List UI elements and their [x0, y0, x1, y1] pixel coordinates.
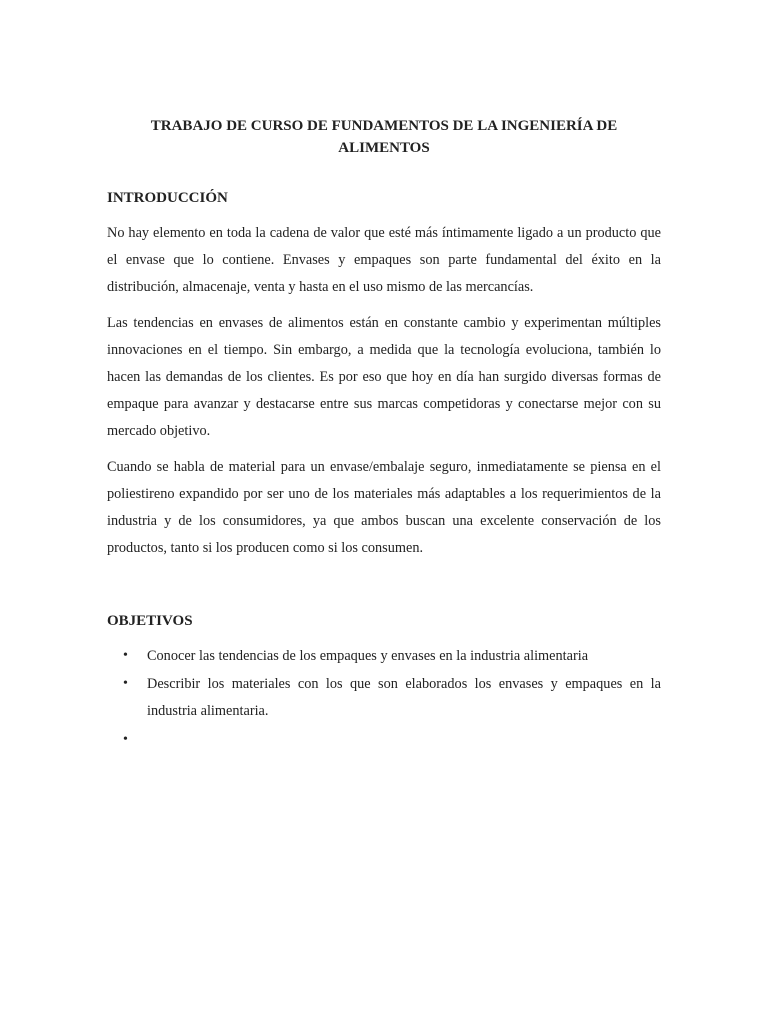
introduction-heading: INTRODUCCIÓN: [107, 190, 228, 206]
bullet-icon: •: [123, 647, 128, 663]
introduction-paragraph-1: No hay elemento en toda la cadena de valor que esté más íntimamente ligado a un producto que el envase que lo contiene. Envases y empaques son parte fundamental del éxito en la distribución, almacenaje, venta y hasta en el uso mismo de las mercancías.: [107, 225, 661, 295]
objectives-heading: OBJETIVOS: [107, 612, 193, 629]
objectives-list: [107, 643, 661, 754]
objective-item-3: [107, 727, 661, 754]
objective-text: Conocer las tendencias de los empaques y envases en la industria alimentaria: [147, 647, 589, 664]
objective-text: Describir los materiales con los que son elaborados los envases y empaques en la industria alimentaria.: [147, 676, 661, 720]
objective-item-2: [107, 671, 661, 725]
bullet-icon: •: [123, 731, 128, 747]
introduction-paragraph-3: Cuando se habla de material para un envase/embalaje seguro, inmediatamente se piensa en el poliestireno expandido por ser uno de los materiales más adaptables a los requerimientos de la industria y de los consumidores, ya que ambos buscan una excelente conservación de los productos, tanto si los producen como si los consumen.: [107, 459, 661, 556]
bullet-icon: •: [123, 676, 128, 692]
objective-item-1: [107, 643, 661, 670]
document-title: TRABAJO DE CURSO DE FUNDAMENTOS DE LA INGENIERÍA DE ALIMENTOS: [150, 118, 618, 156]
introduction-paragraph-2: Las tendencias en envases de alimentos están en constante cambio y experimentan múltiples innovaciones en el tiempo. Sin embargo, a medida que la tecnología evoluciona, también lo hacen las demandas de los clientes. Es por eso que hoy en día han surgido diversas formas de empaque para avanzar y destacarse entre sus marcas competidoras y conectarse mejor con su mercado objetivo.: [107, 315, 661, 439]
